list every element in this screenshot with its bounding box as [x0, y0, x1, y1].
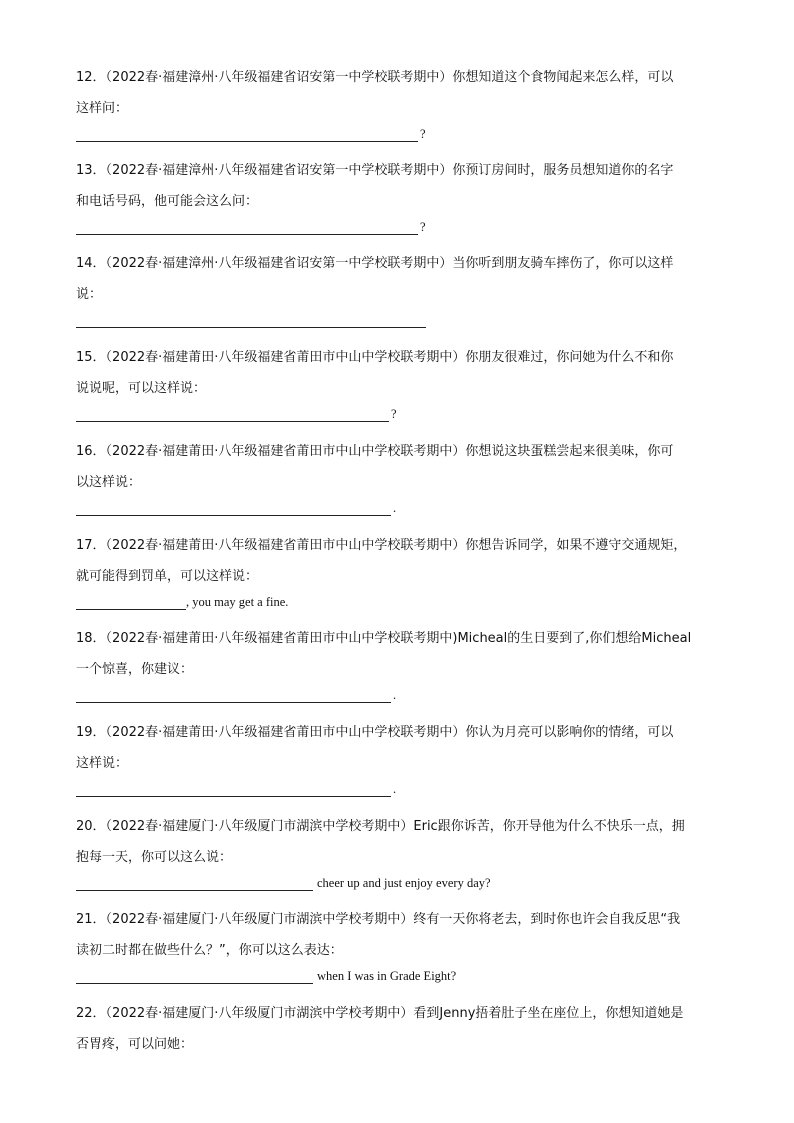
question-22-line2: 否胃疼，可以问她：	[76, 1037, 194, 1052]
answer-blank-17[interactable]	[76, 595, 186, 610]
answer-suffix-19: .	[393, 782, 397, 796]
answer-suffix-13: ?	[420, 220, 426, 234]
answer-row-20	[76, 876, 491, 896]
answer-row-18	[76, 688, 396, 708]
question-18-line1: 18．（2022春·福建莆田·八年级福建省莆田市中山中学校联考期中)Micheal的生日要到了,你们想给Micheal	[76, 631, 692, 646]
question-17-line1: 17．（2022春·福建莆田·八年级福建省莆田市中山中学校联考期中）你想告诉同学，如果不遵守交通规矩，	[76, 538, 687, 553]
answer-suffix-21: when I was in Grade Eight?	[317, 969, 457, 983]
answer-row-16	[76, 501, 396, 521]
question-12-line1: 12．（2022春·福建漳州·八年级福建省诏安第一中学校联考期中）你想知道这个食物闻起来怎么样，可以	[76, 70, 674, 85]
question-20-line1: 20．（2022春·福建厦门·八年级厦门市湖滨中学校考期中）Eric跟你诉苦，你开导他为什么不快乐一点，拥	[76, 819, 685, 834]
question-18	[76, 623, 720, 685]
question-14-line1: 14．（2022春·福建漳州·八年级福建省诏安第一中学校联考期中）当你听到朋友骑车摔伤了，你可以这样	[76, 256, 674, 271]
answer-row-19	[76, 782, 396, 802]
answer-blank-12[interactable]	[76, 127, 418, 142]
question-15-line1: 15．（2022春·福建莆田·八年级福建省莆田市中山中学校联考期中）你朋友很难过，你问她为什么不和你	[76, 350, 674, 365]
answer-suffix-18: .	[393, 688, 397, 702]
question-16-line1: 16．（2022春·福建莆田·八年级福建省莆田市中山中学校联考期中）你想说这块蛋糕尝起来很美味，你可	[76, 444, 674, 459]
question-19-line2: 这样说：	[76, 756, 129, 771]
question-19	[76, 717, 720, 779]
question-16-line2: 以这样说：	[76, 475, 142, 490]
question-21-line1: 21．（2022春·福建厦门·八年级厦门市湖滨中学校考期中）终有一天你将老去，到时你也许会自我反思“我	[76, 912, 681, 927]
question-20-line2: 抱每一天，你可以这么说：	[76, 850, 233, 865]
answer-blank-15[interactable]	[76, 407, 389, 422]
question-21	[76, 904, 720, 966]
question-15-line2: 说说呢，可以这样说：	[76, 381, 207, 396]
question-15	[76, 342, 720, 404]
answer-row-21	[76, 969, 456, 989]
answer-suffix-16: .	[393, 501, 397, 515]
question-18-line2: 一个惊喜，你建议：	[76, 662, 194, 677]
answer-row-15	[76, 407, 397, 427]
answer-row-14	[76, 313, 428, 333]
answer-row-13	[76, 220, 426, 240]
answer-suffix-12: ?	[420, 127, 426, 141]
answer-suffix-15: ?	[391, 407, 397, 421]
answer-blank-19[interactable]	[76, 782, 391, 797]
answer-suffix-17: , you may get a fine.	[186, 595, 289, 609]
answer-blank-18[interactable]	[76, 688, 391, 703]
question-19-line1: 19．（2022春·福建莆田·八年级福建省莆田市中山中学校联考期中）你认为月亮可以影响你的情绪，可以	[76, 725, 674, 740]
answer-blank-13[interactable]	[76, 220, 418, 235]
question-14	[76, 248, 720, 310]
question-17	[76, 530, 720, 592]
question-13-line1: 13．（2022春·福建漳州·八年级福建省诏安第一中学校联考期中）你预订房间时，服务员想知道你的名字	[76, 163, 674, 178]
answer-blank-14[interactable]	[76, 313, 426, 328]
question-13	[76, 155, 720, 217]
answer-blank-20[interactable]	[76, 876, 313, 891]
question-12-line2: 这样问：	[76, 101, 129, 116]
question-21-line2: 读初二时都在做些什么？”，你可以这么表达：	[76, 943, 343, 958]
question-17-line2: 就可能得到罚单，可以这样说：	[76, 569, 259, 584]
question-12	[76, 62, 720, 124]
question-20	[76, 811, 720, 873]
answer-blank-16[interactable]	[76, 501, 391, 516]
question-13-line2: 和电话号码，他可能会这么问：	[76, 194, 259, 209]
answer-row-12	[76, 127, 426, 147]
question-22	[76, 998, 720, 1060]
answer-suffix-20: cheer up and just enjoy every day?	[317, 876, 491, 890]
answer-blank-21[interactable]	[76, 969, 313, 984]
question-14-line2: 说：	[76, 287, 103, 302]
question-22-line1: 22．（2022春·福建厦门·八年级厦门市湖滨中学校考期中）看到Jenny捂着肚子坐在座位上，你想知道她是	[76, 1006, 684, 1021]
question-16	[76, 436, 720, 498]
answer-row-17	[76, 595, 288, 615]
